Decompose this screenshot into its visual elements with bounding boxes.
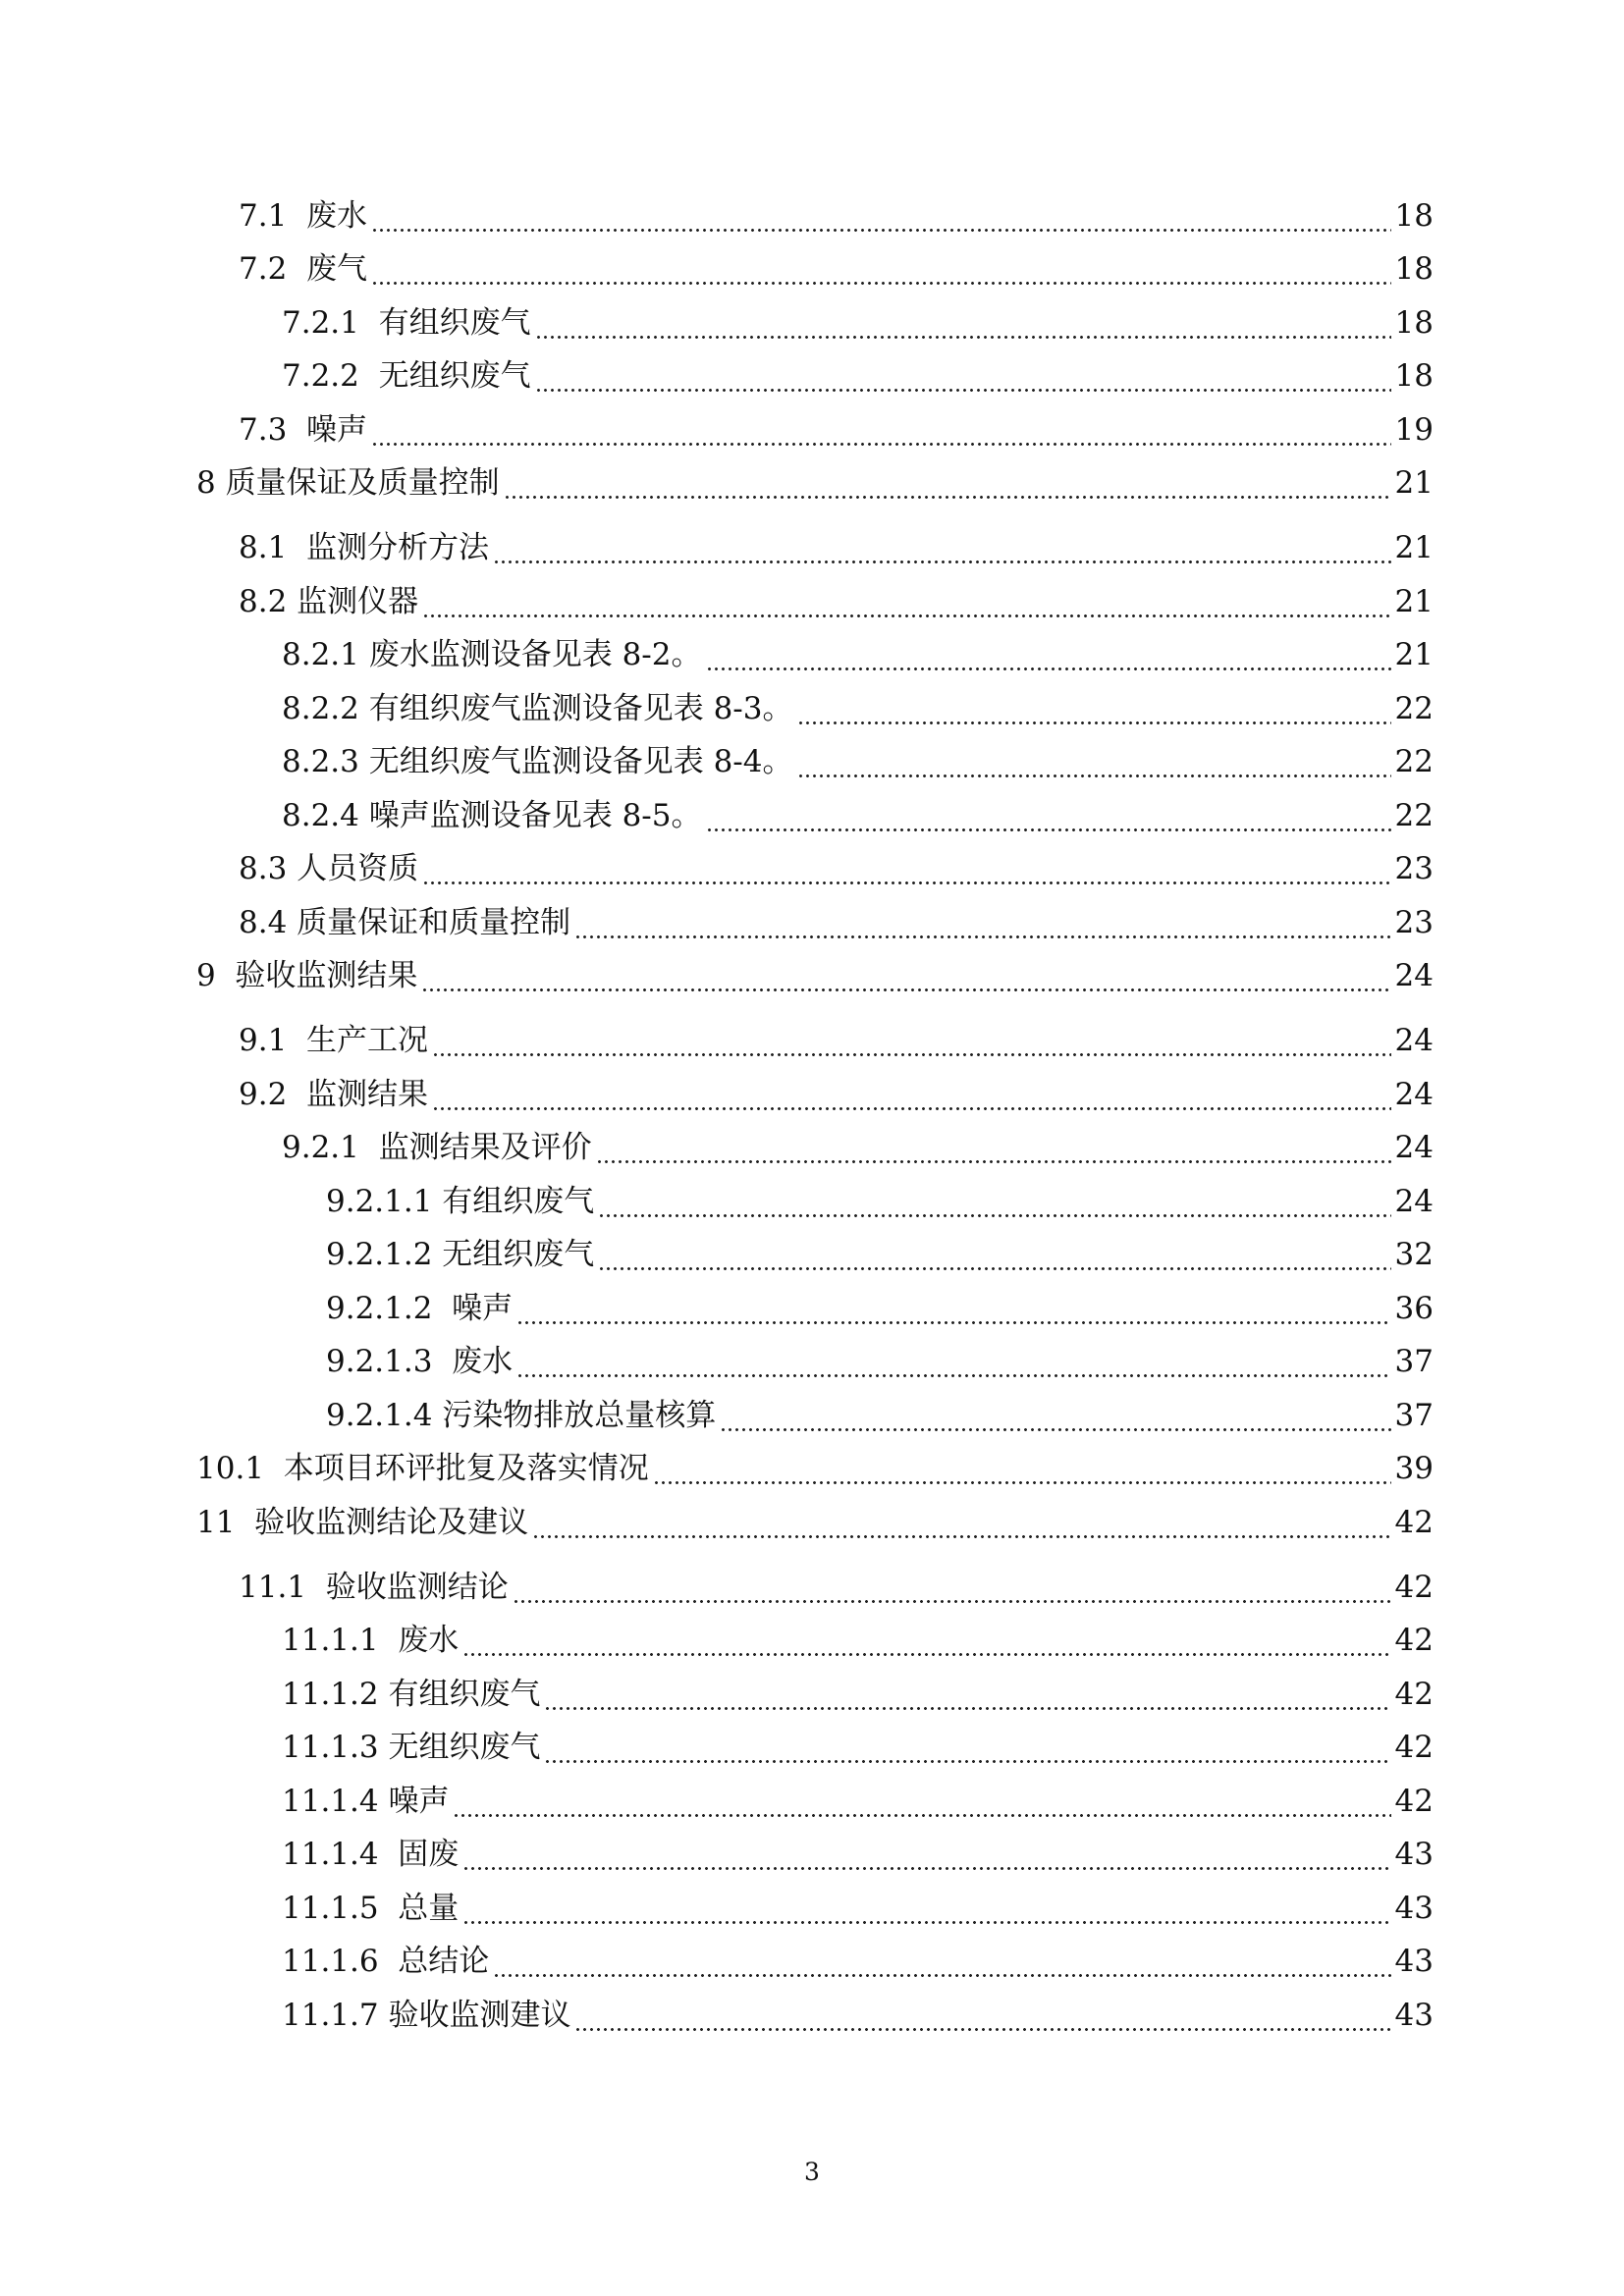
toc-entry-9-2-1-3[interactable] (0, 1342, 1624, 1381)
toc-entry-page: 18 (1394, 305, 1434, 341)
toc-entry-10-1[interactable] (0, 1449, 1624, 1488)
toc-entry-page: 23 (1394, 905, 1434, 940)
toc-entry-page: 42 (1394, 1730, 1434, 1765)
toc-entry-page: 22 (1394, 691, 1434, 726)
toc-entry-title: 8.2.1 废水监测设备见表 8-2。 (282, 637, 702, 672)
dot-leader (513, 1568, 1391, 1607)
dot-leader (653, 1449, 1391, 1488)
toc-entry-7-3[interactable] (0, 410, 1624, 450)
dot-leader (432, 1075, 1391, 1114)
toc-entry-8-2-4[interactable] (0, 796, 1624, 835)
toc-entry-page: 43 (1394, 1891, 1434, 1926)
toc-entry-title: 11.1.5 总量 (282, 1891, 460, 1926)
toc-entry-page: 24 (1394, 1130, 1434, 1165)
dot-leader (544, 1675, 1390, 1714)
toc-entry-title: 11.1 验收监测结论 (239, 1570, 509, 1605)
toc-entry-page: 36 (1394, 1291, 1434, 1326)
dot-leader (516, 1342, 1390, 1381)
toc-entry-page: 43 (1394, 1998, 1434, 2033)
toc-entry-title: 11 验收监测结论及建议 (196, 1505, 529, 1540)
dot-leader (574, 903, 1390, 942)
toc-entry-8-2-1[interactable] (0, 635, 1624, 674)
toc-entry-11-1[interactable] (0, 1568, 1624, 1607)
toc-entry-8-1[interactable] (0, 528, 1624, 567)
toc-entry-11-1-4a[interactable] (0, 1782, 1624, 1821)
toc-entry-title: 9 验收监测结果 (196, 958, 418, 993)
toc-entry-page: 37 (1394, 1398, 1434, 1433)
toc-entry-7-1[interactable] (0, 196, 1624, 236)
dot-leader (462, 1835, 1390, 1874)
dot-leader (422, 582, 1390, 621)
dot-leader (516, 1289, 1390, 1328)
toc-entry-9-2-1-4[interactable] (0, 1396, 1624, 1435)
toc-entry-7-2-1[interactable] (0, 303, 1624, 343)
toc-entry-title: 11.1.6 总结论 (282, 1944, 490, 1979)
toc-entry-title: 9.2.1.2 噪声 (326, 1291, 514, 1326)
toc-entry-9-1[interactable] (0, 1021, 1624, 1060)
toc-entry-page: 18 (1394, 198, 1434, 234)
toc-entry-8-4[interactable] (0, 903, 1624, 942)
dot-leader (421, 956, 1390, 995)
dot-leader (797, 742, 1391, 781)
toc-entry-11-1-1[interactable] (0, 1621, 1624, 1660)
toc-entry-title: 8.3 人员资质 (239, 851, 419, 886)
toc-entry-page: 21 (1394, 584, 1434, 619)
toc-entry-page: 42 (1394, 1623, 1434, 1658)
toc-entry-7-2[interactable] (0, 249, 1624, 289)
toc-entry-page: 42 (1394, 1570, 1434, 1605)
toc-entry-title: 8.1 监测分析方法 (239, 530, 490, 565)
toc-entry-page: 24 (1394, 1077, 1434, 1112)
dot-leader (598, 1235, 1390, 1274)
dot-leader (462, 1621, 1390, 1660)
toc-entry-title: 9.2.1 监测结果及评价 (282, 1130, 592, 1165)
toc-entry-8[interactable] (0, 463, 1624, 503)
toc-entry-title: 8.2.2 有组织废气监测设备见表 8-3。 (282, 691, 793, 726)
dot-leader (596, 1128, 1391, 1167)
toc-entry-8-2[interactable] (0, 582, 1624, 621)
toc-entry-title: 11.1.4 噪声 (282, 1784, 450, 1819)
toc-entry-title: 9.2.1.1 有组织废气 (326, 1184, 595, 1219)
toc-entry-title: 7.2.2 无组织废气 (282, 358, 531, 394)
toc-entry-9-2-1[interactable] (0, 1128, 1624, 1167)
dot-leader (422, 849, 1390, 888)
toc-entry-page: 43 (1394, 1944, 1434, 1979)
toc-entry-11[interactable] (0, 1503, 1624, 1542)
dot-leader (598, 1182, 1390, 1221)
dot-leader (493, 1942, 1390, 1981)
dot-leader (371, 410, 1391, 450)
toc-entry-title: 11.1.4 固废 (282, 1837, 460, 1872)
toc-entry-9-2-1-2b[interactable] (0, 1289, 1624, 1328)
toc-entry-page: 39 (1394, 1451, 1434, 1486)
toc-entry-page: 21 (1394, 637, 1434, 672)
toc-entry-11-1-5[interactable] (0, 1889, 1624, 1928)
toc-entry-page: 42 (1394, 1677, 1434, 1712)
toc-entry-title: 11.1.1 废水 (282, 1623, 460, 1658)
toc-entry-8-3[interactable] (0, 849, 1624, 888)
toc-entry-title: 7.2 废气 (239, 251, 368, 287)
dot-leader (504, 463, 1391, 503)
dot-leader (535, 303, 1391, 343)
dot-leader (535, 356, 1391, 396)
toc-entry-7-2-2[interactable] (0, 356, 1624, 396)
toc-entry-title: 8 质量保证及质量控制 (196, 465, 500, 501)
dot-leader (371, 249, 1391, 289)
toc-entry-page: 21 (1394, 530, 1434, 565)
toc-entry-page: 43 (1394, 1837, 1434, 1872)
toc-entry-9-2-1-2a[interactable] (0, 1235, 1624, 1274)
toc-entry-11-1-2[interactable] (0, 1675, 1624, 1714)
toc-entry-title: 8.2 监测仪器 (239, 584, 419, 619)
toc-entry-page: 18 (1394, 251, 1434, 287)
dot-leader (532, 1503, 1390, 1542)
toc-entry-page: 24 (1394, 958, 1434, 993)
dot-leader (544, 1728, 1390, 1767)
toc-entry-page: 37 (1394, 1344, 1434, 1379)
toc-entry-title: 11.1.3 无组织废气 (282, 1730, 541, 1765)
toc-entry-page: 24 (1394, 1184, 1434, 1219)
toc-entry-page: 42 (1394, 1505, 1434, 1540)
page-number: 3 (804, 2158, 820, 2186)
toc-entry-page: 22 (1394, 798, 1434, 833)
toc-entry-11-1-4b[interactable] (0, 1835, 1624, 1874)
dot-leader (493, 528, 1391, 567)
toc-entry-title: 11.1.2 有组织废气 (282, 1677, 541, 1712)
toc-entry-8-2-2[interactable] (0, 689, 1624, 728)
toc-entry-title: 10.1 本项目环评批复及落实情况 (196, 1451, 649, 1486)
toc-entry-page: 21 (1394, 465, 1434, 501)
toc-entry-title: 7.2.1 有组织废气 (282, 305, 531, 341)
dot-leader (462, 1889, 1390, 1928)
toc-entry-page: 42 (1394, 1784, 1434, 1819)
toc-entry-title: 9.1 生产工况 (239, 1023, 429, 1058)
toc-entry-11-1-6[interactable] (0, 1942, 1624, 1981)
dot-leader (371, 196, 1391, 236)
dot-leader (706, 796, 1391, 835)
toc-entry-title: 11.1.7 验收监测建议 (282, 1998, 571, 2033)
toc-entry-9-2-1-1[interactable] (0, 1182, 1624, 1221)
toc-entry-title: 9.2.1.4 污染物排放总量核算 (326, 1398, 717, 1433)
toc-entry-8-2-3[interactable] (0, 742, 1624, 781)
toc-entry-9[interactable] (0, 956, 1624, 995)
dot-leader (432, 1021, 1391, 1060)
dot-leader (797, 689, 1391, 728)
toc-entry-page: 19 (1394, 412, 1434, 448)
toc-entry-title: 9.2 监测结果 (239, 1077, 429, 1112)
toc-entry-title: 8.4 质量保证和质量控制 (239, 905, 571, 940)
toc-entry-title: 7.3 噪声 (239, 412, 368, 448)
toc-entry-11-1-3[interactable] (0, 1728, 1624, 1767)
toc-entry-page: 32 (1394, 1237, 1434, 1272)
dot-leader (453, 1782, 1390, 1821)
toc-entry-title: 9.2.1.2 无组织废气 (326, 1237, 595, 1272)
toc-entry-title: 8.2.3 无组织废气监测设备见表 8-4。 (282, 744, 793, 779)
dot-leader (720, 1396, 1390, 1435)
dot-leader (706, 635, 1391, 674)
toc-entry-11-1-7[interactable] (0, 1996, 1624, 2035)
toc-entry-page: 22 (1394, 744, 1434, 779)
toc-entry-title: 7.1 废水 (239, 198, 368, 234)
toc-entry-title: 8.2.4 噪声监测设备见表 8-5。 (282, 798, 702, 833)
toc-entry-title: 9.2.1.3 废水 (326, 1344, 514, 1379)
toc-entry-page: 18 (1394, 358, 1434, 394)
toc-entry-page: 23 (1394, 851, 1434, 886)
toc-entry-page: 24 (1394, 1023, 1434, 1058)
dot-leader (574, 1996, 1390, 2035)
toc-entry-9-2[interactable] (0, 1075, 1624, 1114)
